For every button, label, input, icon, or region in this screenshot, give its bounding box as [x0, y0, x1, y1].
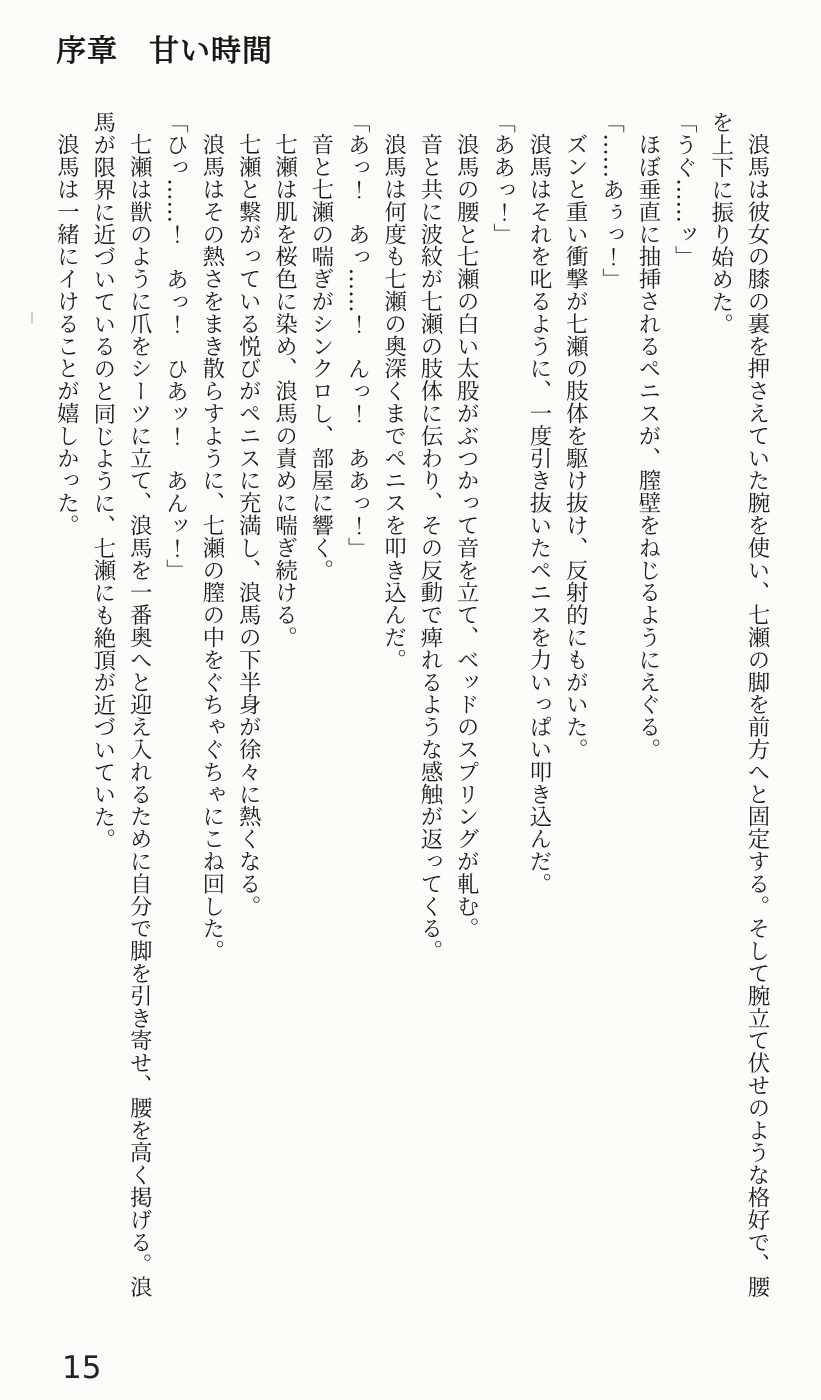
paragraph-narration: 音と七瀬の喘ぎがシンクロし、部屋に響く。 — [307, 133, 334, 582]
paragraph-dialogue: 「あっ！ あっ……！ んっ！ ああっ！」 — [344, 111, 371, 559]
paragraph-narration: ほぼ垂直に抽挿されるペニスが、膣壁をねじるようにえぐる。 — [634, 133, 661, 761]
paragraph-dialogue: 「……あぅっ！」 — [598, 111, 625, 291]
paragraph-dialogue: 「ああっ！」 — [489, 111, 516, 246]
paragraph-narration: 浪馬は一緒にイけることが嬉しかった。 — [53, 133, 80, 537]
paragraph-narration: 七瀬は獣のように爪をシーツに立て、浪馬を一番奥へと迎え入れるために自分で脚を引き寄せ、腰を高く掲げる。浪馬が限界に近づいているのと同じように、七瀬にも絶頂が近づいていた。 — [89, 111, 153, 1299]
paragraph-dialogue: 「うぐ……ッ」 — [671, 111, 698, 268]
paragraph-narration: 浪馬は彼女の膝の裏を押さえていた腕を使い、七瀬の脚を前方へと固定する。そして腕立て伏せのような格好で、腰を上下に振り始めた。 — [707, 111, 770, 1299]
paragraph-narration: 七瀬は肌を桜色に染め、浪馬の責めに喘ぎ続ける。 — [271, 133, 298, 649]
paragraph-narration: 七瀬と繋がっている悦びがペニスに充満し、浪馬の下半身が徐々に熱くなる。 — [235, 133, 262, 918]
chapter-title: 序章 甘い時間 — [56, 34, 273, 69]
paragraph-narration: 浪馬は何度も七瀬の奥深くまでペニスを叩き込んだ。 — [380, 133, 407, 671]
paragraph-narration: 浪馬はその熱さをまき散らすように、七瀬の膣の中をぐちゃぐちゃにこね回した。 — [198, 133, 225, 963]
paragraph-narration: 音と共に波紋が七瀬の肢体に伝わり、その反動で痺れるような感触が返ってくる。 — [416, 133, 443, 963]
paragraph-narration: ズンと重い衝撃が七瀬の肢体を駆け抜け、反射的にもがいた。 — [562, 133, 589, 761]
scan-artifact — [31, 312, 33, 324]
paragraph-narration: 浪馬はそれを叱るように、一度引き抜いたペニスを力いっぱい叩き込んだ。 — [525, 133, 552, 895]
body-text — [47, 111, 775, 1309]
paragraph-dialogue: 「ひっ……！ あっ！ ひあッ！ あんッ！」 — [162, 111, 189, 582]
paragraph-narration: 浪馬の腰と七瀬の白い太股がぶつかって音を立て、ベッドのスプリングが軋む。 — [453, 133, 480, 940]
page-number: 15 — [62, 1350, 102, 1386]
